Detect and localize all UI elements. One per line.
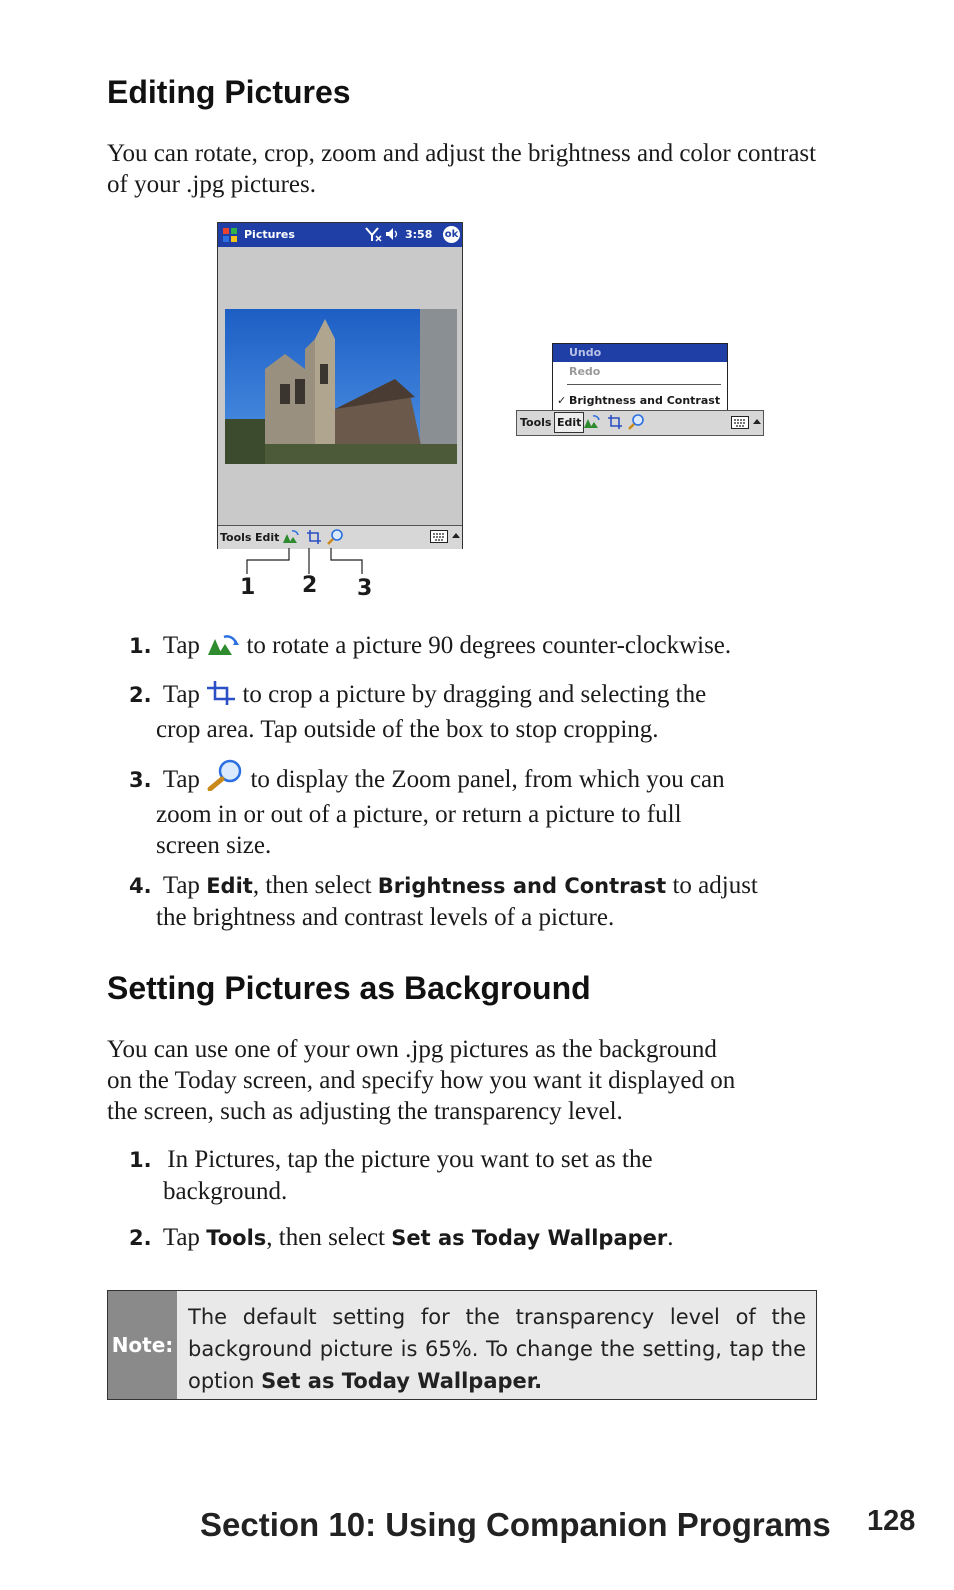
keyboard-icon[interactable]	[731, 416, 749, 432]
step-text: In Pictures, tap the picture you want to set as the	[167, 1146, 653, 1173]
step-number: 1.	[129, 634, 152, 658]
step-number: 2.	[129, 683, 152, 707]
menu-edit-2[interactable]: Edit	[554, 412, 584, 433]
edit-menu	[552, 343, 728, 412]
note-bold: Set as Today Wallpaper	[261, 1369, 535, 1393]
zoom-icon[interactable]	[326, 528, 344, 549]
zoom-icon[interactable]	[627, 413, 645, 434]
ok-button[interactable]: ok	[443, 226, 460, 243]
menu-tools[interactable]: Tools	[220, 531, 252, 544]
edit-label: Edit	[206, 874, 253, 898]
step-text: .	[667, 1224, 674, 1251]
signal-icon	[364, 226, 382, 245]
step-text: to rotate a picture 90 degrees counter-clockwise.	[246, 632, 732, 659]
windows-start-icon[interactable]	[221, 226, 239, 244]
step-2	[129, 679, 809, 745]
step-number: 3.	[129, 768, 152, 792]
brightness-label: Brightness and Contrast	[377, 874, 667, 898]
undo-item[interactable]: Undo	[569, 346, 602, 359]
section-title-editing: Editing Pictures	[107, 74, 351, 110]
sip-arrow-icon[interactable]	[753, 417, 761, 430]
check-mark-icon: ✓	[557, 394, 567, 407]
step-text: Tap	[162, 766, 200, 793]
zoom-icon	[206, 759, 244, 799]
rotate-icon[interactable]	[282, 529, 300, 548]
undo-row[interactable]	[553, 344, 727, 362]
brightness-contrast-item[interactable]: Brightness and Contrast	[569, 394, 721, 407]
step-text: to display the Zoom panel, from which you can	[250, 766, 725, 793]
step-text: screen size.	[156, 832, 272, 859]
step-text: to crop a picture by dragging and selecting the	[242, 681, 707, 708]
menu-bar	[218, 525, 462, 549]
intro-paragraph-2	[107, 1034, 867, 1127]
tools-label: Tools	[206, 1226, 267, 1250]
step-text: Tap	[162, 872, 200, 899]
keyboard-icon[interactable]	[430, 530, 448, 546]
step-number: 4.	[129, 874, 152, 898]
speaker-icon[interactable]	[385, 227, 401, 244]
step-text: , then select	[252, 872, 372, 899]
menu-separator	[567, 384, 721, 385]
church-photo[interactable]	[225, 309, 457, 464]
step-text: the brightness and contrast levels of a picture.	[156, 904, 615, 931]
clock-text[interactable]: 3:58	[405, 228, 433, 241]
footer-section-title: Section 10: Using Companion Programs	[200, 1506, 831, 1543]
menu-edit[interactable]: Edit	[255, 531, 280, 544]
rotate-icon	[206, 633, 240, 665]
step-text: Tap	[162, 1224, 200, 1251]
step-text: to adjust	[672, 872, 758, 899]
sip-arrow-icon[interactable]	[452, 531, 460, 544]
step-3	[129, 759, 809, 861]
callout-1: 1	[240, 575, 256, 600]
bg-step-1	[129, 1144, 809, 1207]
callout-2: 2	[302, 573, 318, 598]
page-number: 128	[867, 1505, 916, 1537]
note-body: The default setting for the transparency level of the background picture is 65%. To change the setting, tap the option	[188, 1305, 806, 1393]
step-number: 1.	[129, 1148, 152, 1172]
device-screenshot	[217, 222, 463, 549]
step-text: background.	[163, 1178, 288, 1205]
step-number: 2.	[129, 1226, 152, 1250]
note-label: Note:	[108, 1291, 177, 1399]
menu-tools-2[interactable]: Tools	[520, 416, 552, 429]
rotate-icon[interactable]	[583, 414, 601, 433]
note-box	[107, 1290, 817, 1400]
crop-icon[interactable]	[306, 529, 322, 548]
callout-3: 3	[357, 576, 373, 601]
step-text: , then select	[266, 1224, 385, 1251]
section-title-background: Setting Pictures as Background	[107, 970, 591, 1006]
note-text	[188, 1301, 806, 1397]
step-text: Tap	[162, 632, 200, 659]
app-title: Pictures	[244, 228, 295, 241]
step-1	[129, 630, 809, 665]
intro-paragraph: You can rotate, crop, zoom and adjust the brightness and color contrast of your .jpg pictures.	[107, 140, 817, 198]
step-text: Tap	[162, 681, 200, 708]
note-end: .	[534, 1369, 543, 1393]
step-text: zoom in or out of a picture, or return a picture to full	[156, 801, 682, 828]
step-text: crop area. Tap outside of the box to stop cropping.	[156, 716, 659, 743]
edit-menu-bar	[516, 410, 764, 436]
title-bar	[218, 223, 462, 247]
intro-line: on the Today screen, and specify how you want it displayed on	[107, 1067, 736, 1094]
bg-step-2	[129, 1222, 829, 1254]
crop-icon[interactable]	[607, 414, 623, 433]
intro-line: the screen, such as adjusting the transparency level.	[107, 1098, 623, 1125]
crop-icon	[206, 680, 236, 714]
redo-item[interactable]: Redo	[569, 365, 601, 378]
wallpaper-label: Set as Today Wallpaper	[391, 1226, 668, 1250]
intro-line: You can use one of your own .jpg pictures as the background	[107, 1036, 717, 1063]
step-4	[129, 870, 809, 933]
